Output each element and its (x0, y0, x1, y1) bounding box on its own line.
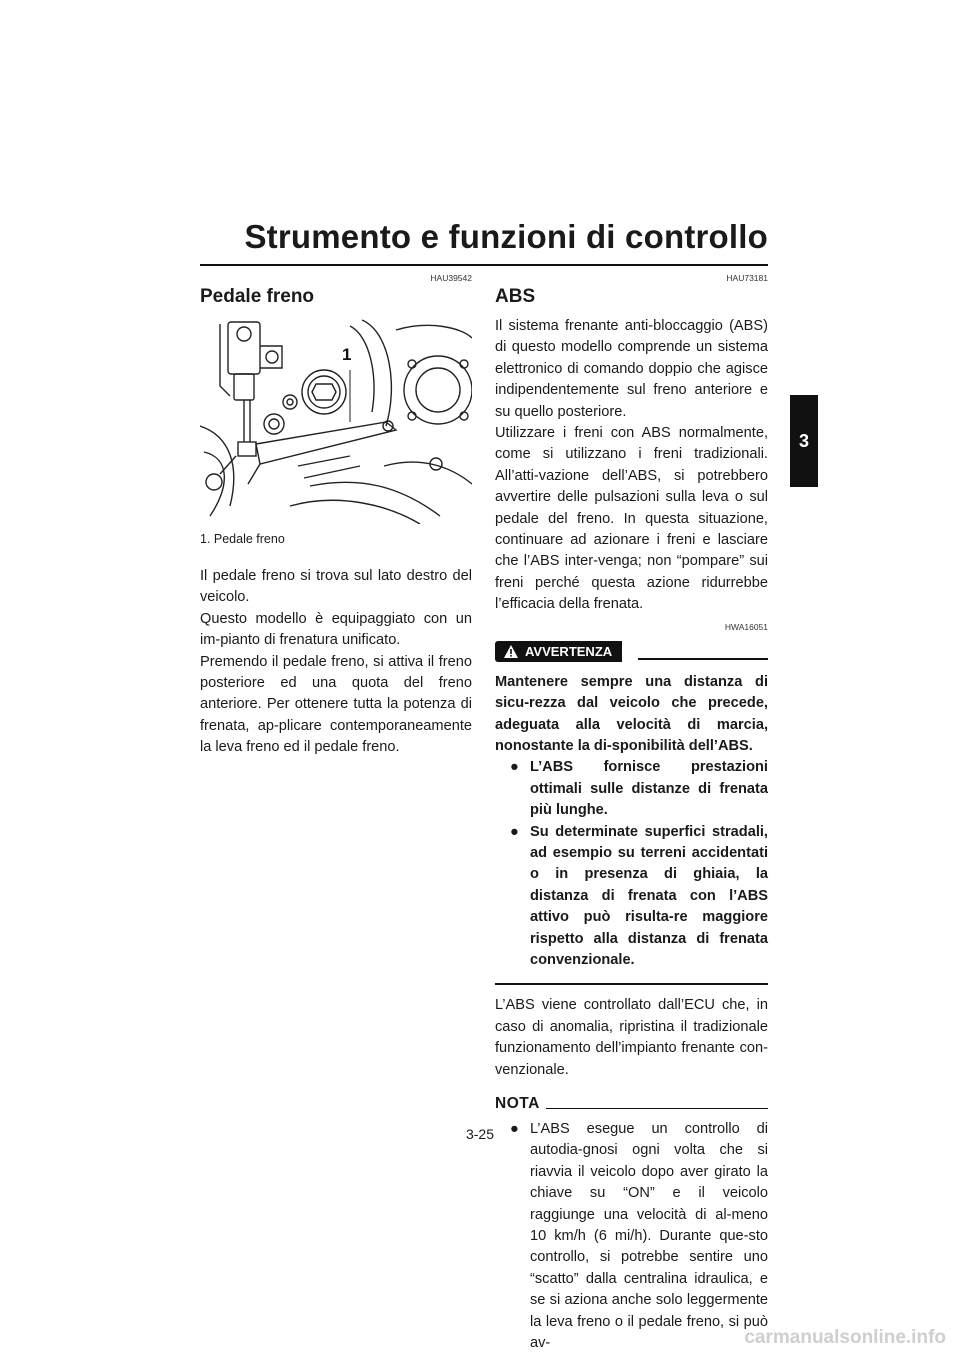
header-rule (200, 264, 768, 266)
nota-header (495, 1095, 768, 1113)
warning-badge (495, 641, 622, 662)
warning-triangle-icon (503, 644, 519, 659)
paragraph: Utilizzare i freni con ABS normalmente, come si utilizzano i freni tradizionali. All’atti-vazione dell’ABS, si potrebbero avvertire delle pulsazioni sulla leva o sul pedale del freno. In questa situazione, continuare ad azionare i freni e lasciare che l’ABS inter-venga; non “pompare” sui freni perché questa azione ridurrebbe l’efficacia della frenata. (495, 425, 768, 613)
warning-rule (638, 658, 768, 660)
bullet-icon: ● (510, 823, 519, 840)
section-code: HAU39542 (430, 273, 472, 283)
section-code: HAU73181 (726, 273, 768, 283)
left-column (200, 270, 472, 759)
nota-body (495, 1113, 768, 1354)
list-item: ● L’ABS fornisce prestazioni ottimali sulle distanze di frenata più lunghe. (510, 759, 768, 819)
bullet-icon: ● (510, 1121, 519, 1137)
warning-code: HWA16051 (724, 621, 768, 632)
watermark: carmanualsonline.info (744, 1327, 946, 1348)
nota-label: NOTA (495, 1095, 540, 1112)
paragraph: Premendo il pedale freno, si attiva il freno posteriore ed una quota del freno anteriore. Per ottenere tutta la potenza di frenata, ap-plicare contemporaneamente la leva freno ed il pedale freno. (200, 653, 472, 756)
paragraph: Il pedale freno si trova sul lato destro del veicolo. (200, 568, 472, 606)
list-item: ● L’ABS esegue un controllo di autodia-gnosi ogni volta che si riavvia il veicolo dopo aver girato la chiave su “ON” e il veicolo raggiunge una velocità di al-meno 10 km/h (6 mi/h). Durante que-sto controllo, si potrebbe sentire uno “scatto” dalla centralina idraulica, e se si aziona anche solo leggermente la leva freno o il pedale freno, si può av- (510, 1121, 768, 1352)
warning-label: AVVERTENZA (525, 643, 613, 659)
warning-header (495, 641, 768, 662)
warning-intro: Mantenere sempre una distanza di sicu-rezza dal veicolo che precede, adeguata alla velocità di marcia, nonostante la di-sponibilità dell’ABS. (495, 673, 768, 754)
section-heading-pedale-freno: Pedale freno (200, 286, 315, 307)
paragraph: Questo modello è equipaggiato con un im-pianto di frenatura unificato. (200, 610, 472, 649)
figure-caption: 1. Pedale freno (200, 532, 285, 546)
section-heading-abs: ABS (495, 286, 536, 307)
chapter-tab: 3 (790, 395, 818, 487)
paragraph: Il sistema frenante anti-bloccaggio (ABS) di questo modello comprende un sistema elettronico di comando doppio che agisce indipendentemente sul freno anteriore e su quello posteriore. (495, 318, 768, 420)
right-column (495, 270, 768, 1354)
bullet-icon: ● (510, 759, 519, 776)
brake-pedal-illustration (200, 316, 472, 524)
figure-callout-1: 1 (342, 345, 352, 364)
warning-body (495, 662, 768, 986)
page-number: 3-25 (465, 1126, 495, 1142)
nota-rule (546, 1108, 768, 1110)
page-title: Strumento e funzioni di controllo (244, 218, 768, 255)
paragraph: L’ABS viene controllato dall’ECU che, in caso di anomalia, ripristina il tradizionale funzionamento dell’impianto frenante con-venzionale. (495, 997, 768, 1078)
list-item: ● Su determinate superfici stradali, ad esempio su terreni accidentati o in presenza di ghiaia, la distanza di frenata con l’ABS attivo può risulta-re maggiore rispetto alla distanza di frenata convenzionale. (510, 823, 768, 968)
